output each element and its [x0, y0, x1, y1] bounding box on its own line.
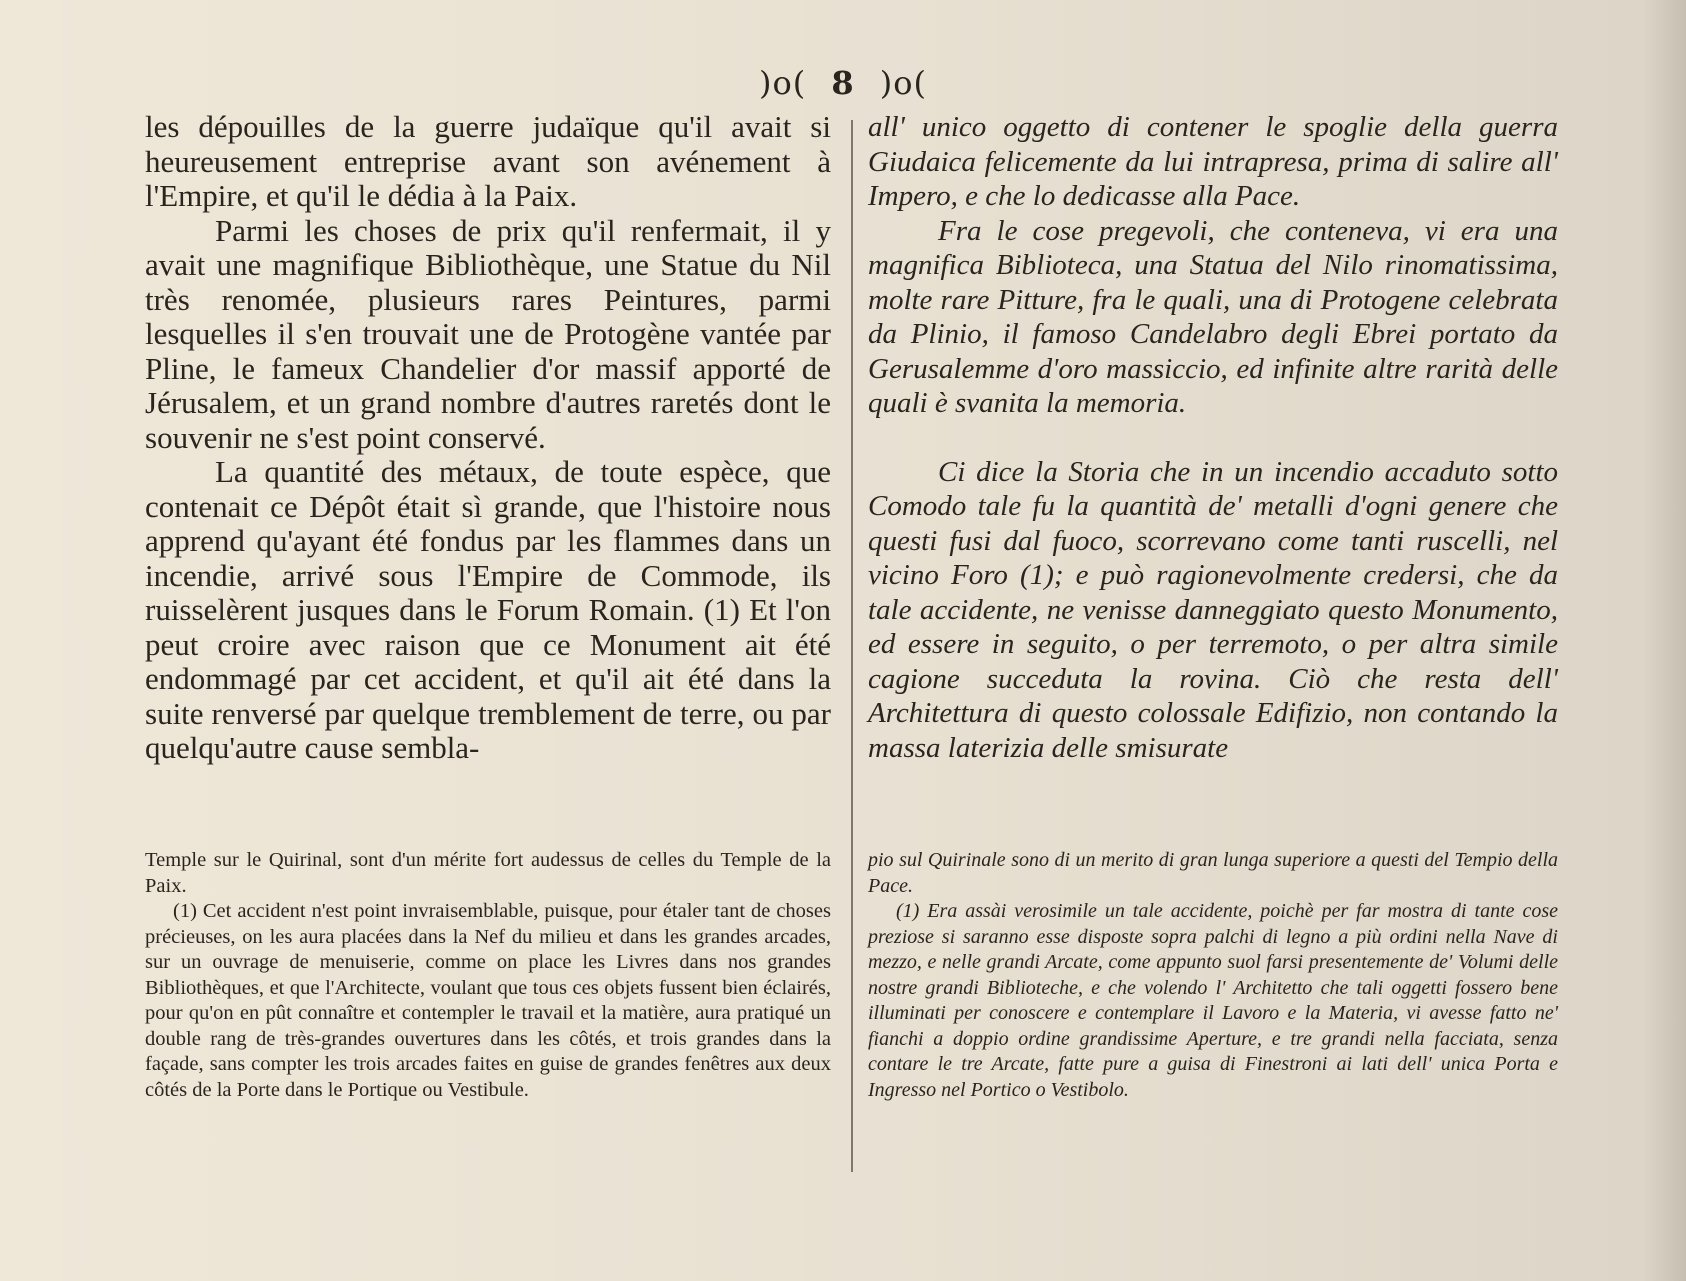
- page-edge-shadow: [1642, 0, 1686, 1281]
- french-paragraph-1: les dépouilles de la guerre judaïque qu'il avait si heureusement entreprise avant son avénement à l'Empire, et qu'il le dédia à la Paix.: [145, 109, 831, 213]
- italian-paragraph-3: Ci dice la Storia che in un incendio accaduto sotto Comodo tale fu la quantità de' metalli d'ogni genere che questi fusi dal fuoco, scorrevano come tanti ruscelli, nel vicino Foro (1); e può ragionevolmente credersi, che da tale accidente, ne venisse danneggiato questo Monumento, ed essere in seguito, o per terremoto, o per altra simile cagione succeduta la rovina. Ciò che resta dell' Architettura di questo colossale Edifizio, non contando la massa laterizia delle smisurate: [868, 455, 1558, 764]
- paragraph-spacer: [868, 421, 1558, 455]
- italian-footnote-1: (1) Era assài verosimile un tale accidente, poichè per far mostra di tante cose preziose si saranno esse disposte sopra palchi di legno a più ordini nella Nave di mezzo, e nelle grandi Arcate, come appunto suol farsi presentemente de' Volumi delle nostre grandi Biblioteche, e che volendo l' Architetto che tali oggetti fossero bene illuminati per conoscere e contemplare il Lavoro e la Materia, vi avesse fatto ne' fianchi a doppio ordine grandissime Aperture, e tre grandi nella facciata, senza contare le tre Arcate, fatte pure a guisa di Finestroni ai lati dell' unica Porta e Ingresso nel Portico o Vestibolo.: [868, 900, 1558, 1101]
- french-paragraph-3: La quantité des métaux, de toute espèce, que contenait ce Dépôt était sì grande, que l'histoire nous apprend qu'ayant été fondus par les flammes dans un incendie, arrivé sous l'Empire de Commode, ils ruisselèrent jusques dans le Forum Romain. (1) Et l'on peut croire avec raison que ce Monument ait été endommagé par cet accident, et qu'il ait été dans la suite renversé par quelque tremblement de terre, ou par quelqu'autre cause sembla-: [145, 454, 831, 765]
- italian-paragraph-1: all' unico oggetto di contener le spoglie della guerra Giudaica felicemente da lui intrapresa, prima di salire all' Impero, e che lo dedicasse alla Pace.: [868, 111, 1558, 212]
- french-footnote-continuation: Temple sur le Quirinal, sont d'un mérite fort audessus de celles du Temple de la Paix.: [145, 849, 831, 897]
- french-footnotes: [145, 848, 831, 1103]
- french-paragraph-2: Parmi les choses de prix qu'il renfermait, il y avait une magnifique Bibliothèque, une Statue du Nil très renomée, plusieurs rares Peintures, parmi lesquelles il s'en trouvait une de Protogène vantée par Pline, le fameux Chandelier d'or massif apporté de Jérusalem, et un grand nombre d'autres raretés dont le souvenir ne s'est point conservé.: [145, 212, 831, 455]
- italian-main-column: [868, 110, 1558, 765]
- header-ornament-right: )o(: [879, 64, 928, 102]
- italian-paragraph-2: Fra le cose pregevoli, che conteneva, vi era una magnifica Biblioteca, una Statua del Nilo rinomatissima, molte rare Pitture, fra le quali, una di Protogene celebrata da Plinio, il famoso Candelabro degli Ebrei portato da Gerusalemme d'oro massiccio, ed infinite altre rarità delle quali è svanita la memoria.: [868, 214, 1558, 419]
- french-main-column: [145, 110, 831, 766]
- french-footnote-1: (1) Cet accident n'est point invraisemblable, puisque, pour étaler tant de choses précieuses, on les aura placées dans la Nef du milieu et dans les grandes arcades, sur un ouvrage de menuiserie, comme on place les Livres dans nos grandes Bibliothèques, et que l'Architecte, voulant que tous ces objets fussent bien éclairés, pour qu'on en pût connaître et contempler le travail et la matière, aura pratiqué un double rang de très-grandes ouvertures dans les côtés, et trois grandes dans la façade, sans compter les trois arcades faites en guise de grandes fenêtres aux deux côtés de la Porte dans le Portique ou Vestibule.: [145, 900, 831, 1101]
- column-divider: [851, 120, 853, 1172]
- page-header: [0, 64, 1686, 102]
- header-ornament-left: )o(: [758, 64, 807, 102]
- page-number: 8: [831, 64, 855, 102]
- italian-footnote-continuation: pio sul Quirinale sono di un merito di gran lunga superiore a questi del Tempio della Pace.: [868, 849, 1558, 897]
- italian-footnotes: [868, 848, 1558, 1103]
